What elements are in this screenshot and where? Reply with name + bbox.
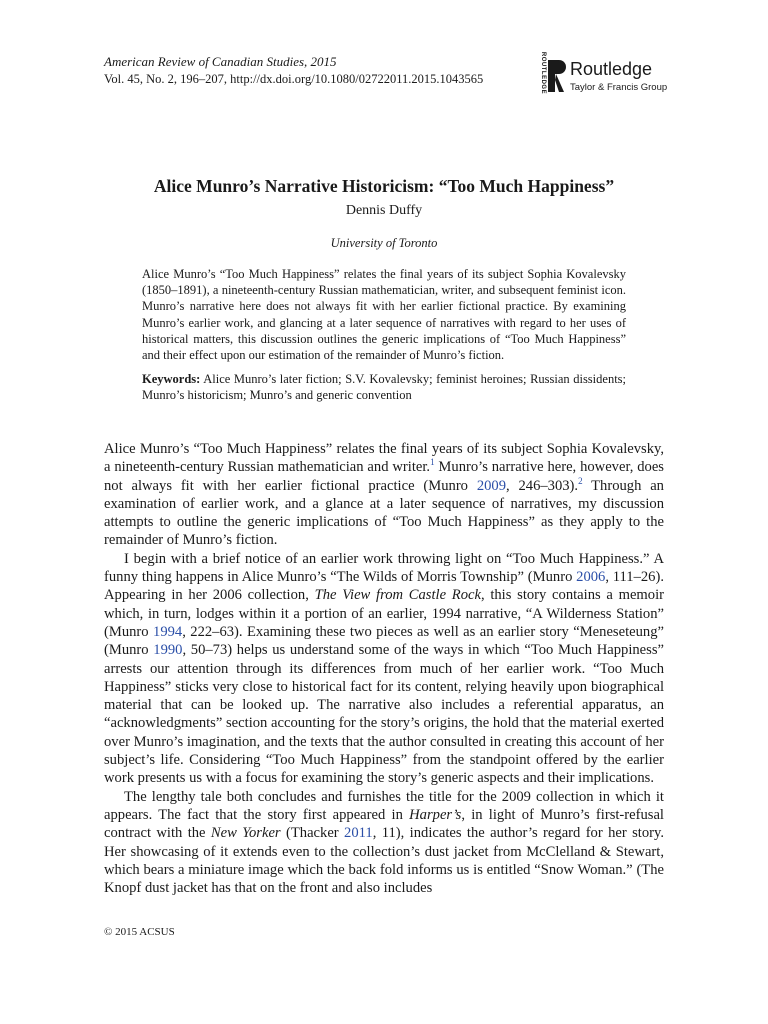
author-affiliation: University of Toronto [330, 236, 438, 250]
citation-link[interactable]: 2011 [344, 825, 373, 842]
citation-link[interactable]: 2006 [576, 569, 606, 586]
article-title: Alice Munro’s Narrative Historicism: “Too Much Happiness” [153, 176, 615, 196]
publisher-name: Routledge [570, 59, 653, 79]
footnote-ref-2[interactable]: 2 [578, 475, 583, 486]
logo-side-text: ROUTLEDGE [540, 51, 547, 95]
publisher-subtitle: Taylor & Francis Group [570, 82, 668, 93]
keywords-list: Alice Munro’s later fiction; S.V. Kovalevsky; feminist heroines; Russian dissidents; Munro’s historicism; Munro’s and generic convention [142, 372, 627, 403]
copyright-footer: © 2015 ACSUS [104, 926, 175, 938]
routledge-logo-icon [546, 58, 566, 94]
journal-volume-doi: Vol. 45, No. 2, 196–207, http://dx.doi.org/10.1080/02722011.2015.1043565 [104, 72, 484, 86]
publisher-logo [534, 51, 668, 98]
journal-title: American Review of Canadian Studies, 2015 [104, 54, 337, 69]
footnote-ref-1[interactable]: 1 [430, 457, 435, 468]
body-paragraph-1: Alice Munro’s “Too Much Happiness” relates the final years of its subject Sophia Kovalevsky, a nineteenth-century Russian mathematician and writer.$^1$ Munro’s narrative here, however, does not always fit with her earlier fictional practice (Munro 2009, 246–303).$^2$ Through an examination of earlier work, and a glance at a later sequence of narratives, my discussion attempts to outline the generic implications of “Too Much Happiness” as they apply to the remainder of Munro’s fiction. [104, 441, 664, 549]
citation-link[interactable]: 1990 [153, 642, 183, 659]
abstract [142, 266, 626, 404]
body-paragraph-3: The lengthy tale both concludes and furnishes the title for the 2009 collection in which it appears. The fact that the story first appeared in Harper’s, in light of Munro’s first-refusal contract with the New Yorker (Thacker 2011, 11), indicates the author’s regard for her story. Her showcasing of it extends even to the collection’s dust jacket from McClelland & Stewart, which bears a miniature image which the back fold informs us is entitled “Snow Woman.” (The Knopf dust jacket has that on the front and also includes [104, 788, 664, 897]
body-paragraph-2: I begin with a brief notice of an earlier work throwing light on “Too Much Happiness.” A funny thing happens in Alice Munro’s “The Wilds of Morris Township” (Munro 2006, 111–26). Appearing in her 2006 collection, The View from Castle Rock, this story contains a memoir which, in turn, lodges within it a portion of an earlier, 1994 narrative, “A Wilderness Station” (Munro 1994, 222–63). Examining these two pieces as well as an earlier story “Meneseteung” (Munro 1990, 50–73) helps us understand some of the ways in which “Too Much Happiness” arrests our attention through its differences from much of her earlier work. “Too Much Happiness” sticks very close to historical fact for its content, relying heavily upon biographical material that can be looked up. The narrative also includes a referential apparatus, an “acknowledgments” section accounting for the story’s origins, the hold that the material exerted over Munro’s imagination, and the texts that the author consulted in creating this account of her subject’s life. Considering “Too Much Happiness” from the standpoint offered by the earlier work presents us with a focus for examining the story’s generic aspects and their implications. [104, 550, 664, 787]
journal-header [104, 51, 668, 98]
article-body [104, 440, 664, 897]
abstract-text: Alice Munro’s “Too Much Happiness” relates the final years of its subject Sophia Kovalevsky (1850–1891), a nineteenth-century Russian mathematician, writer, and subsequent feminist icon. Munro’s narrative here does not always fit with her earlier fictional practice. By examining Munro’s earlier work, and glancing at a later sequence of narratives with regard to her uses of historical matters, this discussion outlines the generic implications of “Too Much Happiness” and their effect upon our estimation of the remainder of Munro’s fiction. [142, 267, 626, 363]
author-name: Dennis Duffy [345, 203, 423, 218]
citation-link[interactable]: 2009 [476, 477, 506, 494]
citation-link[interactable]: 1994 [153, 623, 183, 640]
keywords [142, 371, 626, 403]
keywords-label: Keywords: [142, 372, 201, 387]
